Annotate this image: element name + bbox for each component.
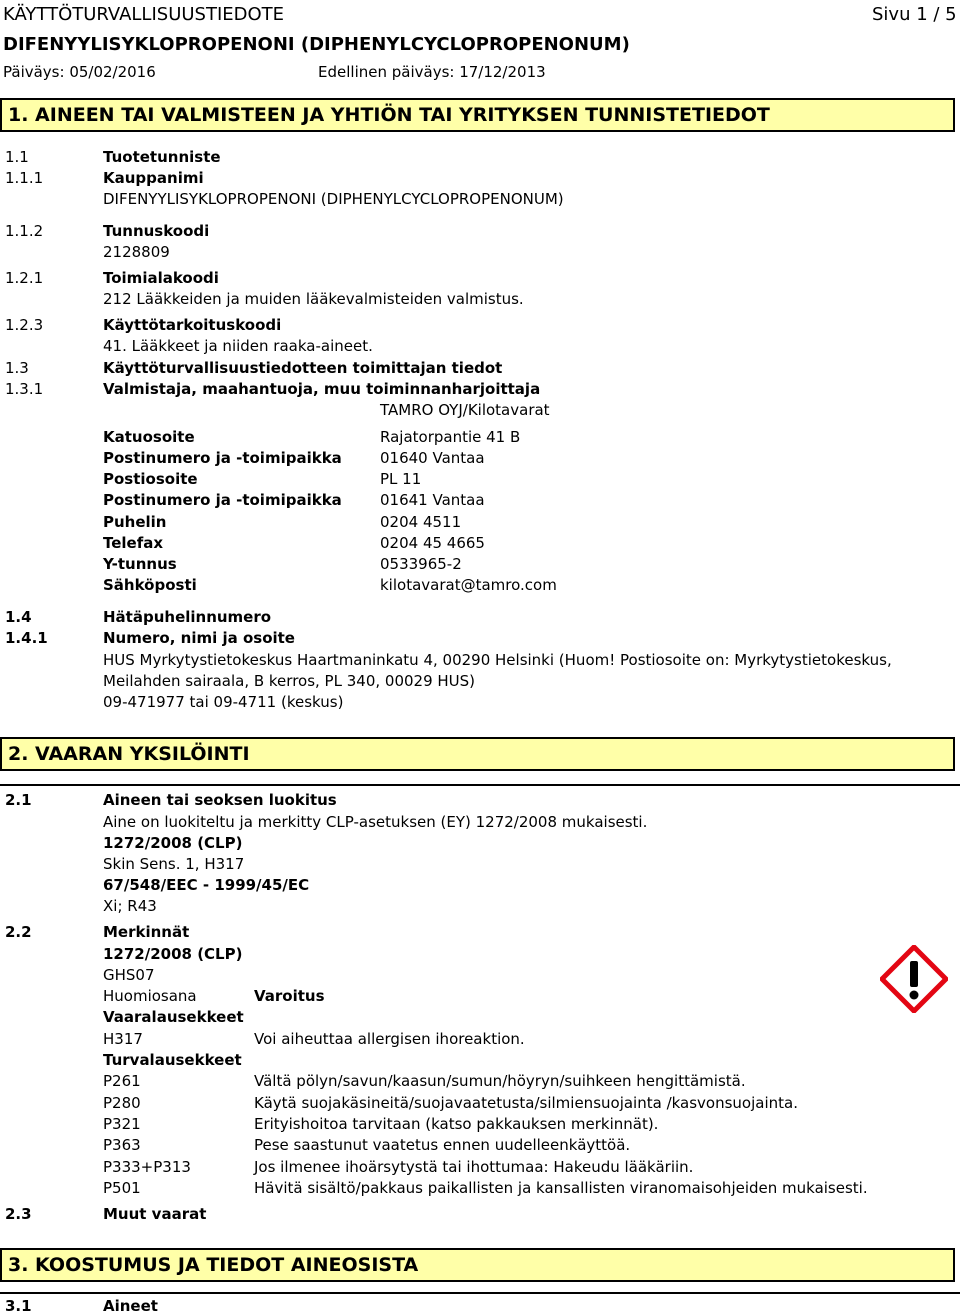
section-1-title: 1. AINEEN TAI VALMISTEEN JA YHTIÖN TAI YRITYKSEN TUNNISTETIEDOT bbox=[0, 98, 955, 132]
precaution-code: P363 bbox=[103, 1136, 141, 1154]
clp-heading: 1272/2008 (CLP) bbox=[103, 945, 243, 963]
industry-code-value: 212 Lääkkeiden ja muiden lääkevalmisteiden valmistus. bbox=[103, 290, 524, 308]
hazard-text: Voi aiheuttaa allergisen ihoreaktion. bbox=[254, 1030, 525, 1048]
supplier-label: Postinumero ja -toimipaikka bbox=[103, 491, 342, 509]
item-label: Käyttötarkoituskoodi bbox=[103, 316, 282, 334]
company-name: TAMRO OYJ/Kilotavarat bbox=[380, 401, 550, 419]
item-number: 1.3 bbox=[5, 359, 29, 377]
supplier-label: Postinumero ja -toimipaikka bbox=[103, 449, 342, 467]
supplier-label: Puhelin bbox=[103, 513, 167, 531]
item-number: 1.1 bbox=[5, 148, 29, 166]
precaution-code: P333+P313 bbox=[103, 1158, 191, 1176]
pictogram-code: GHS07 bbox=[103, 966, 155, 984]
precaution-code: P261 bbox=[103, 1072, 141, 1090]
supplier-value: 0533965-2 bbox=[380, 555, 462, 573]
supplier-label: Telefax bbox=[103, 534, 164, 552]
supplier-value: PL 11 bbox=[380, 470, 422, 488]
signal-word: Varoitus bbox=[254, 987, 325, 1005]
precaution-text: Vältä pölyn/savun/kaasun/sumun/höyryn/suihkeen hengittämistä. bbox=[254, 1072, 746, 1090]
supplier-label: Y-tunnus bbox=[103, 555, 177, 573]
page-indicator: Sivu 1 / 5 bbox=[872, 4, 957, 25]
supplier-label: Postiosoite bbox=[103, 470, 198, 488]
item-label: Toimialakoodi bbox=[103, 269, 219, 287]
item-number: 1.1.2 bbox=[5, 222, 44, 240]
section-divider bbox=[0, 784, 960, 786]
precaution-text: Käytä suojakäsineitä/suojavaatetusta/silmiensuojainta /kasvonsuojainta. bbox=[254, 1094, 798, 1112]
supplier-label: Katuosoite bbox=[103, 428, 195, 446]
item-label: Numero, nimi ja osoite bbox=[103, 629, 295, 647]
precaution-text: Erityishoitoa tarvitaan (katso pakkauksen merkinnät). bbox=[254, 1115, 659, 1133]
exclamation-mark-hazard-icon bbox=[880, 945, 948, 1013]
item-label: Muut vaarat bbox=[103, 1205, 207, 1223]
supplier-value: 01641 Vantaa bbox=[380, 491, 485, 509]
item-number: 1.4 bbox=[5, 608, 32, 626]
signal-word-label: Huomiosana bbox=[103, 987, 197, 1005]
precaution-text: Hävitä sisältö/pakkaus paikallisten ja kansallisten viranomaisohjeiden mukaisesti. bbox=[254, 1179, 868, 1197]
item-number: 3.1 bbox=[5, 1297, 32, 1315]
item-label: Hätäpuhelinnumero bbox=[103, 608, 272, 626]
item-number: 1.4.1 bbox=[5, 629, 48, 647]
precaution-text: Jos ilmenee ihoärsytystä tai ihottumaa: Hakeudu lääkäriin. bbox=[254, 1158, 694, 1176]
precaution-text: Pese saastunut vaatetus ennen uudelleenkäyttöä. bbox=[254, 1136, 631, 1154]
item-label: Aineet bbox=[103, 1297, 158, 1315]
item-label: Merkinnät bbox=[103, 923, 190, 941]
supplier-value: 01640 Vantaa bbox=[380, 449, 485, 467]
product-code-value: 2128809 bbox=[103, 243, 170, 261]
section-divider bbox=[0, 1292, 960, 1294]
item-number: 1.1.1 bbox=[5, 169, 44, 187]
hazard-code: H317 bbox=[103, 1030, 143, 1048]
item-label: Tunnuskoodi bbox=[103, 222, 210, 240]
item-label: Tuotetunniste bbox=[103, 148, 221, 166]
previous-date: Edellinen päiväys: 17/12/2013 bbox=[318, 63, 546, 81]
eec-heading: 67/548/EEC - 1999/45/EC bbox=[103, 876, 310, 894]
supplier-value: Rajatorpantie 41 B bbox=[380, 428, 521, 446]
eec-classification: Xi; R43 bbox=[103, 897, 157, 915]
item-number: 1.2.3 bbox=[5, 316, 44, 334]
issue-date: Päiväys: 05/02/2016 bbox=[3, 63, 156, 81]
supplier-label: Sähköposti bbox=[103, 576, 197, 594]
item-number: 2.2 bbox=[5, 923, 32, 941]
item-number: 2.1 bbox=[5, 791, 32, 809]
item-label: Valmistaja, maahantuoja, muu toiminnanharjoittaja bbox=[103, 380, 541, 398]
precaution-heading: Turvalausekkeet bbox=[103, 1051, 242, 1069]
supplier-value: 0204 45 4665 bbox=[380, 534, 485, 552]
emergency-line: HUS Myrkytystietokeskus Haartmaninkatu 4, 00290 Helsinki (Huom! Postiosoite on: Myrkytystietokeskus, bbox=[103, 651, 892, 669]
item-number: 2.3 bbox=[5, 1205, 32, 1223]
item-label: Aineen tai seoksen luokitus bbox=[103, 791, 337, 809]
hazard-heading: Vaaralausekkeet bbox=[103, 1008, 244, 1026]
document-type: KÄYTTÖTURVALLISUUSTIEDOTE bbox=[3, 4, 285, 25]
precaution-code: P321 bbox=[103, 1115, 141, 1133]
clp-heading: 1272/2008 (CLP) bbox=[103, 834, 243, 852]
precaution-code: P501 bbox=[103, 1179, 141, 1197]
emergency-line: 09-471977 tai 09-4711 (keskus) bbox=[103, 693, 344, 711]
use-code-value: 41. Lääkkeet ja niiden raaka-aineet. bbox=[103, 337, 373, 355]
classification-text: Aine on luokiteltu ja merkitty CLP-asetuksen (EY) 1272/2008 mukaisesti. bbox=[103, 813, 648, 831]
item-label: Käyttöturvallisuustiedotteen toimittajan tiedot bbox=[103, 359, 503, 377]
section-3-title: 3. KOOSTUMUS JA TIEDOT AINEOSISTA bbox=[0, 1248, 955, 1282]
section-2-title: 2. VAARAN YKSILÖINTI bbox=[0, 737, 955, 771]
trade-name-value: DIFENYYLISYKLOPROPENONI (DIPHENYLCYCLOPROPENONUM) bbox=[103, 190, 564, 208]
item-number: 1.3.1 bbox=[5, 380, 44, 398]
item-number: 1.2.1 bbox=[5, 269, 44, 287]
product-title: DIFENYYLISYKLOPROPENONI (DIPHENYLCYCLOPROPENONUM) bbox=[3, 34, 630, 55]
supplier-email: kilotavarat@tamro.com bbox=[380, 576, 557, 594]
clp-classification: Skin Sens. 1, H317 bbox=[103, 855, 245, 873]
item-label: Kauppanimi bbox=[103, 169, 204, 187]
emergency-line: Meilahden sairaala, B kerros, PL 340, 00029 HUS) bbox=[103, 672, 476, 690]
precaution-code: P280 bbox=[103, 1094, 141, 1112]
supplier-value: 0204 4511 bbox=[380, 513, 462, 531]
